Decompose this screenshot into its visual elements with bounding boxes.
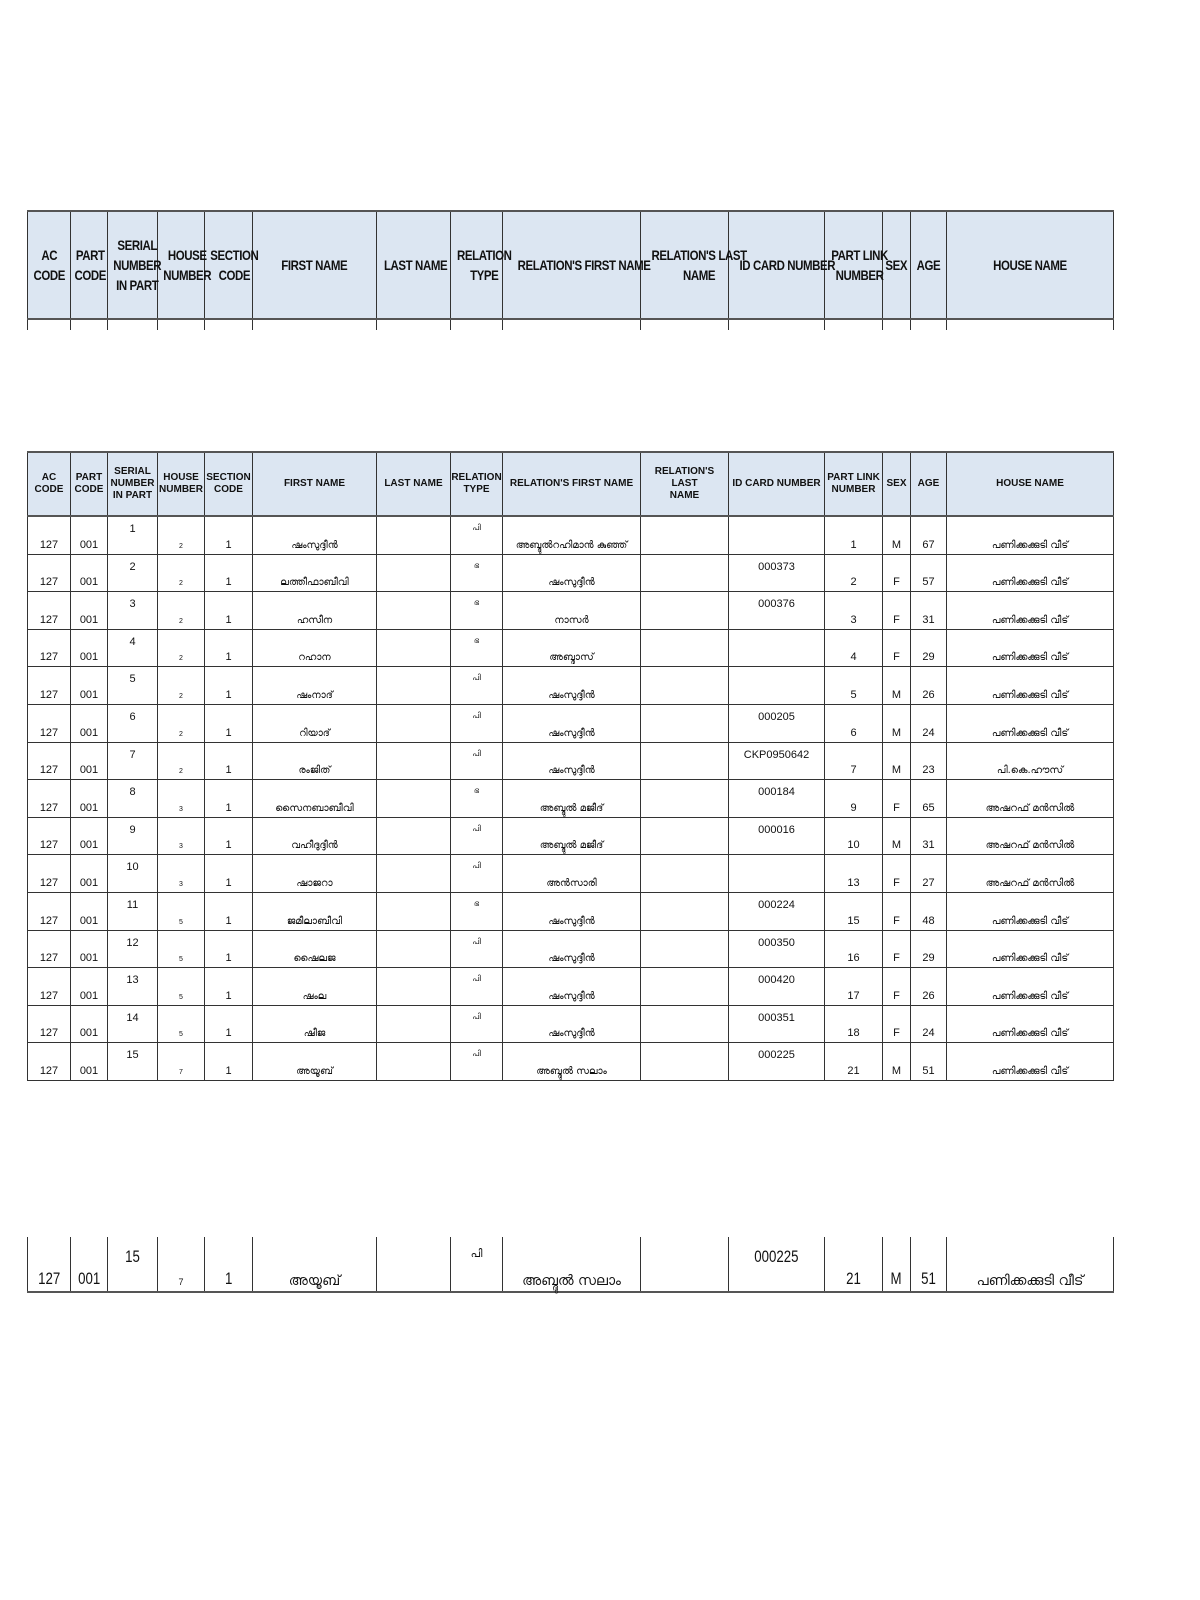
cell-part-code: 001	[77, 1269, 101, 1288]
cell-section-code: 1	[225, 1064, 232, 1077]
cell-serial: 1	[129, 523, 136, 535]
table-row	[28, 742, 1114, 780]
cell-first-name: ഷംനാദ്	[296, 689, 333, 701]
header-relation-last-name: RELATION'S LAST NAME	[641, 211, 729, 319]
column-header: HOUSE NAME	[947, 452, 1114, 516]
table-row	[28, 855, 1114, 893]
cell-section-code: 1	[225, 538, 232, 551]
cell-part-link: 3	[850, 613, 857, 626]
cell-serial: 15	[126, 1049, 139, 1062]
cell-house-name: പണിക്കക്കുടി വീട്	[991, 614, 1069, 626]
cell-house-name: അഷറഫ് മൻസിൽ	[985, 802, 1075, 814]
cell-relation-type: ഭ	[473, 898, 480, 908]
cell-serial: 11	[126, 898, 139, 911]
table-row	[28, 629, 1114, 667]
column-header: HOUSE NUMBER	[158, 452, 205, 516]
cell-house-name: പണിക്കക്കുടി വീട്	[976, 1273, 1084, 1289]
zoomed-header-stub	[28, 319, 1114, 330]
cell-serial: 3	[129, 598, 136, 611]
cell-serial: 4	[129, 635, 136, 648]
cell-section-code: 1	[225, 576, 232, 589]
cell-part-link: 1	[850, 538, 857, 551]
cell-part-link: 13	[847, 876, 860, 889]
cell-serial: 8	[129, 786, 136, 799]
cell-ac-code: 127	[39, 876, 59, 889]
cell-part-link: 5	[850, 688, 857, 701]
cell-section-code: 1	[225, 1027, 232, 1040]
cell-ac-code: 127	[39, 651, 59, 664]
cell-age: 29	[922, 952, 935, 965]
cell-age: 48	[922, 914, 935, 927]
cell-house-number: 2	[179, 692, 183, 700]
cell-age: 27	[922, 876, 935, 889]
cell-section-code: 1	[225, 764, 232, 777]
cell-serial: 2	[129, 560, 136, 573]
cell-id-card: 000016	[758, 823, 795, 836]
cell-first-name: ഷൈലജ	[293, 953, 336, 965]
cell-part-code: 001	[79, 914, 99, 927]
table-row	[28, 968, 1114, 1006]
table-row	[28, 930, 1114, 968]
cell-serial: 10	[126, 861, 139, 874]
cell-serial: 13	[126, 974, 139, 987]
cell-sex: M	[891, 839, 902, 852]
cell-relation-first-name: നാസർ	[554, 614, 589, 626]
cell-house-number: 3	[179, 843, 183, 851]
cell-ac-code: 127	[39, 914, 59, 927]
cell-relation-first-name: ഷംസുദ്ദീൻ	[548, 953, 595, 965]
cell-part-code: 001	[79, 1064, 99, 1077]
column-header: RELATION'S LAST NAME	[641, 452, 729, 516]
cell-part-link: 9	[850, 801, 857, 814]
cell-sex: F	[893, 876, 900, 889]
cell-first-name: അയൂബ്	[296, 1065, 333, 1077]
cell-first-name: റിയാദ്	[299, 727, 330, 739]
cell-house-name: അഷറഫ് മൻസിൽ	[985, 840, 1075, 852]
header-id-card-number: ID CARD NUMBER	[729, 211, 825, 319]
cell-age: 24	[922, 726, 935, 739]
cell-sex: F	[893, 952, 900, 965]
cell-part-code: 001	[79, 764, 99, 777]
column-header: SERIAL NUMBER IN PART	[108, 452, 158, 516]
cell-age: 26	[922, 688, 935, 701]
cell-id-card: 000184	[758, 786, 795, 799]
header-part-link-number: PART LINK NUMBER	[825, 211, 883, 319]
cell-age: 24	[922, 1027, 935, 1040]
cell-part-code: 001	[79, 952, 99, 965]
cell-ac-code: 127	[39, 989, 59, 1002]
column-header: AGE	[911, 452, 947, 516]
cell-part-code: 001	[79, 839, 99, 852]
cell-part-link: 21	[846, 1269, 861, 1288]
cell-house-number: 5	[179, 993, 183, 1001]
header-part-code: PART CODE	[71, 211, 108, 319]
cell-part-link: 15	[847, 914, 860, 927]
cell-relation-first-name: അബ്ദുൽ മജീദ്	[539, 802, 604, 814]
cell-house-number: 5	[179, 1031, 183, 1039]
table-row	[28, 667, 1114, 705]
cell-ac-code: 127	[39, 538, 59, 551]
cell-house-number: 7	[179, 1068, 183, 1076]
cell-part-code: 001	[79, 876, 99, 889]
cell-relation-first-name: ഷംസുദ്ദീൻ	[548, 915, 595, 927]
cell-ac-code: 127	[37, 1269, 61, 1288]
header-relation-first-name: RELATION'S FIRST NAME	[503, 211, 641, 319]
cell-section-code: 1	[224, 1269, 233, 1288]
cell-section-code: 1	[225, 989, 232, 1002]
column-header: RELATION TYPE	[451, 452, 503, 516]
cell-ac-code: 127	[39, 1064, 59, 1077]
column-header: PART LINK NUMBER	[825, 452, 883, 516]
cell-id-card: 000420	[758, 974, 795, 987]
header-sex: SEX	[883, 211, 911, 319]
cell-relation-type: പി	[472, 748, 481, 758]
cell-relation-first-name: ഷംസുദ്ദീൻ	[548, 727, 595, 739]
cell-sex: M	[891, 538, 902, 551]
cell-first-name: സൈനബാബീവി	[275, 802, 354, 814]
cell-part-code: 001	[79, 989, 99, 1002]
cell-relation-first-name: അബ്ദുൽ സലാം	[522, 1273, 621, 1289]
cell-first-name: അയൂബ്	[288, 1273, 341, 1289]
cell-house-name: പണിക്കക്കുടി വീട്	[991, 990, 1069, 1002]
cell-first-name: ജമീലാബീവി	[286, 915, 343, 927]
cell-id-card: 000225	[758, 1049, 795, 1062]
cell-sex: F	[893, 989, 900, 1002]
header-house-number: HOUSE NUMBER	[158, 211, 205, 319]
cell-relation-first-name: അബ്ദുൽ സലാം	[536, 1065, 607, 1077]
header-house-name: HOUSE NAME	[947, 211, 1114, 319]
cell-part-code: 001	[79, 688, 99, 701]
cell-house-name: പണിക്കക്കുടി വീട്	[991, 953, 1069, 965]
cell-relation-first-name: ഷംസുദ്ദീൻ	[548, 765, 595, 777]
cell-first-name: ഷംല	[302, 990, 327, 1002]
cell-sex: M	[891, 726, 902, 739]
cell-relation-type: പി	[472, 823, 481, 833]
cell-ac-code: 127	[39, 726, 59, 739]
cell-house-number: 2	[179, 730, 183, 738]
cell-section-code: 1	[225, 613, 232, 626]
cell-section-code: 1	[225, 801, 232, 814]
zoomed-header-row	[28, 211, 1114, 319]
cell-id-card: 000373	[758, 560, 795, 573]
cell-id-card: 000376	[758, 598, 795, 611]
cell-sex: M	[890, 1269, 903, 1288]
cell-part-link: 17	[847, 989, 860, 1002]
cell-id-card: 000225	[754, 1247, 799, 1266]
cell-house-number: 2	[179, 580, 183, 588]
cell-house-name: പണിക്കക്കുടി വീട്	[991, 652, 1069, 664]
cell-age: 31	[922, 613, 935, 626]
cell-ac-code: 127	[39, 688, 59, 701]
cell-sex: F	[893, 576, 900, 589]
cell-part-link: 4	[850, 651, 857, 664]
cell-relation-type: പി	[470, 1247, 483, 1260]
cell-age: 29	[922, 651, 935, 664]
column-header: AC CODE	[28, 452, 71, 516]
cell-ac-code: 127	[39, 613, 59, 626]
cell-relation-first-name: ഷംസുദ്ദീൻ	[548, 689, 595, 701]
cell-relation-first-name: ഷംസുദ്ദീൻ	[548, 577, 595, 589]
cell-section-code: 1	[225, 914, 232, 927]
cell-relation-type: പി	[472, 861, 481, 871]
cell-part-code: 001	[79, 613, 99, 626]
column-header: PART CODE	[71, 452, 108, 516]
cell-house-number: 2	[179, 768, 183, 776]
cell-first-name: വഹീദുദ്ദീൻ	[291, 840, 338, 852]
cell-section-code: 1	[225, 839, 232, 852]
cell-relation-type: പി	[472, 936, 481, 946]
cell-part-link: 7	[850, 764, 857, 777]
cell-house-name: പണിക്കക്കുടി വീട്	[991, 915, 1069, 927]
cell-relation-type: ഭ	[473, 598, 480, 608]
cell-ac-code: 127	[39, 1027, 59, 1040]
cell-house-number: 2	[179, 617, 183, 625]
cell-section-code: 1	[225, 952, 232, 965]
zoomed-table-row	[28, 1237, 1114, 1292]
cell-house-number: 3	[179, 805, 183, 813]
column-header: LAST NAME	[377, 452, 451, 516]
cell-age: 31	[922, 839, 935, 852]
cell-age: 51	[922, 1064, 935, 1077]
cell-ac-code: 127	[39, 576, 59, 589]
cell-ac-code: 127	[39, 839, 59, 852]
table-row	[28, 1043, 1114, 1081]
cell-house-number: 5	[179, 918, 183, 926]
cell-part-link: 18	[847, 1027, 860, 1040]
cell-relation-first-name: ഷംസുദ്ദീൻ	[548, 990, 595, 1002]
table-header-row	[28, 452, 1114, 516]
cell-section-code: 1	[225, 876, 232, 889]
cell-part-code: 001	[79, 576, 99, 589]
cell-section-code: 1	[225, 651, 232, 664]
cell-id-card: 000205	[758, 710, 795, 723]
cell-sex: M	[891, 1064, 902, 1077]
cell-house-name: അഷറഫ് മൻസിൽ	[985, 877, 1075, 889]
cell-relation-type: ഭ	[473, 635, 480, 645]
cell-first-name: ഷീജ	[303, 1028, 326, 1040]
cell-relation-first-name: അൻസാരി	[546, 877, 597, 889]
cell-id-card: 000224	[758, 898, 795, 911]
cell-part-link: 10	[847, 839, 860, 852]
header-last-name: LAST NAME	[377, 211, 451, 319]
cell-relation-type: പി	[472, 523, 481, 532]
column-header: ID CARD NUMBER	[729, 452, 825, 516]
cell-relation-type: പി	[472, 1049, 481, 1059]
cell-age: 26	[922, 989, 935, 1002]
cell-part-link: 21	[847, 1064, 860, 1077]
cell-relation-first-name: അബ്ദാസ്	[549, 652, 594, 664]
cell-house-name: പണിക്കക്കുടി വീട്	[991, 727, 1069, 739]
cell-first-name: ലത്തീഫാബീവി	[280, 577, 349, 589]
cell-house-number: 5	[179, 956, 183, 964]
header-serial-number: SERIAL NUMBER IN PART	[108, 211, 158, 319]
cell-part-link: 6	[850, 726, 857, 739]
table-row	[28, 1005, 1114, 1043]
cell-first-name: രംജിത്	[298, 765, 331, 777]
header-first-name: FIRST NAME	[253, 211, 377, 319]
cell-first-name: ഹസീന	[296, 614, 333, 626]
cell-relation-type: ഭ	[473, 560, 480, 570]
cell-sex: F	[893, 651, 900, 664]
cell-section-code: 1	[225, 726, 232, 739]
cell-relation-type: ഭ	[473, 786, 480, 796]
cell-part-code: 001	[79, 538, 99, 551]
cell-serial: 9	[129, 823, 136, 836]
header-age: AGE	[911, 211, 947, 319]
cell-section-code: 1	[225, 688, 232, 701]
cell-relation-type: പി	[472, 1011, 481, 1021]
cell-part-code: 001	[79, 801, 99, 814]
column-header: RELATION'S FIRST NAME	[503, 452, 641, 516]
cell-house-number: 3	[179, 880, 183, 888]
cell-sex: F	[893, 1027, 900, 1040]
cell-ac-code: 127	[39, 952, 59, 965]
cell-house-number: 7	[178, 1277, 184, 1287]
cell-house-number: 2	[179, 655, 183, 663]
cell-first-name: ഷംസുദ്ദീൻ	[291, 539, 338, 551]
cell-first-name: റഹാന	[298, 652, 331, 664]
cell-part-code: 001	[79, 651, 99, 664]
cell-age: 57	[922, 576, 935, 589]
cell-sex: F	[893, 613, 900, 626]
table-row	[28, 592, 1114, 630]
cell-relation-first-name: ഷംസുദ്ദീൻ	[548, 1028, 595, 1040]
cell-relation-type: പി	[472, 673, 481, 683]
cell-sex: F	[893, 914, 900, 927]
table-row	[28, 892, 1114, 930]
cell-serial: 12	[126, 936, 139, 949]
table-row	[28, 817, 1114, 855]
column-header: SECTION CODE	[205, 452, 253, 516]
table-row	[28, 704, 1114, 742]
table-row	[28, 516, 1114, 554]
cell-id-card: 000350	[758, 936, 795, 949]
column-header: FIRST NAME	[253, 452, 377, 516]
cell-first-name: ഷാജറാ	[296, 877, 333, 889]
cell-relation-type: പി	[472, 974, 481, 984]
cell-house-name: പണിക്കക്കുടി വീട്	[991, 1028, 1069, 1040]
zoomed-header-table	[27, 210, 1114, 330]
cell-relation-first-name: അബ്ദുൽറഹിമാൻ കുഞ്ഞ്	[515, 539, 628, 551]
cell-part-code: 001	[79, 726, 99, 739]
table-row	[28, 780, 1114, 818]
header-relation-type: RELATION TYPE	[451, 211, 503, 319]
cell-sex: M	[891, 688, 902, 701]
cell-house-name: പണിക്കക്കുടി വീട്	[991, 539, 1069, 551]
cell-serial: 5	[129, 673, 136, 686]
cell-part-link: 2	[850, 576, 857, 589]
header-ac-code: AC CODE	[28, 211, 71, 319]
cell-sex: M	[891, 764, 902, 777]
cell-age: 65	[922, 801, 935, 814]
cell-id-card: CKP0950642	[743, 748, 810, 761]
cell-part-code: 001	[79, 1027, 99, 1040]
cell-house-name: പണിക്കക്കുടി വീട്	[991, 689, 1069, 701]
cell-ac-code: 127	[39, 801, 59, 814]
cell-house-name: പി.കെ.ഹൗസ്	[996, 765, 1064, 777]
cell-serial: 6	[129, 710, 136, 723]
cell-age: 23	[922, 764, 935, 777]
cell-ac-code: 127	[39, 764, 59, 777]
cell-house-number: 2	[179, 542, 183, 550]
header-section-code: SECTION CODE	[205, 211, 253, 319]
cell-relation-type: പി	[472, 710, 481, 720]
table-row	[28, 554, 1114, 592]
cell-relation-first-name: അബ്ദുൽ മജീദ്	[539, 840, 604, 852]
cell-serial: 15	[125, 1247, 140, 1266]
cell-serial: 14	[126, 1011, 139, 1024]
cell-sex: F	[893, 801, 900, 814]
cell-age: 51	[921, 1269, 936, 1288]
zoomed-row-table	[27, 1237, 1114, 1293]
cell-age: 67	[922, 538, 935, 551]
cell-part-link: 16	[847, 952, 860, 965]
voter-list-table	[27, 451, 1114, 1081]
cell-house-name: പണിക്കക്കുടി വീട്	[991, 1065, 1069, 1077]
cell-serial: 7	[129, 748, 136, 761]
column-header: SEX	[883, 452, 911, 516]
cell-house-name: പണിക്കക്കുടി വീട്	[991, 577, 1069, 589]
cell-id-card: 000351	[758, 1011, 795, 1024]
